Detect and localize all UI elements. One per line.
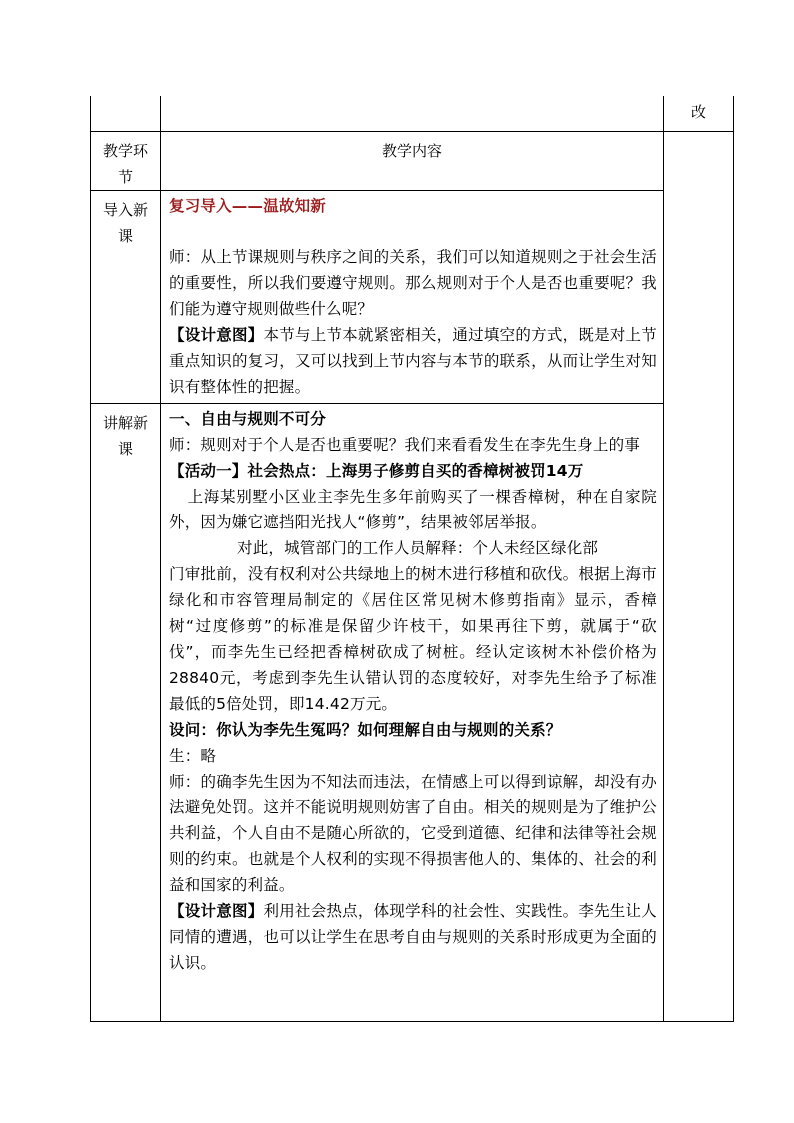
modification-note-cell [664, 96, 734, 131]
activity-title: 【活动一】社会热点：上海男子修剪自买的香樟树被罚14万 [169, 461, 584, 480]
lecture-content-cell [161, 403, 664, 1021]
lesson-plan-table [90, 96, 734, 1022]
design-intent-label: 【设计意图】 [169, 326, 264, 345]
story-paragraph-2: 门审批前，没有权利对公共绿地上的树木进行移植和砍伐。根据上海市绿化和市容管理局制定的《居住区常见树木修剪指南》显示，香樟树“过度修剪”的标准是保留少许枝干，如果再往下剪，就属于“砍伐”，而李先生已经把香樟树砍成了树桩。经认定该树木补偿价格为28840元，考虑到李先生认错认罚的态度较好，对李先生给予了标准最低的5倍处罚，即14.42万元。 [169, 565, 657, 713]
top-middle-cell [161, 96, 664, 131]
intro-paragraph: 师：从上节课规则与秩序之间的关系，我们可以知道规则之于社会生活的重要性，所以我们要遵守规则。那么规则对于个人是否也重要呢？我们能为遵守规则做些什么呢？ [169, 248, 657, 319]
header-content-label: 教学内容 [381, 141, 442, 160]
modification-column [664, 131, 734, 1021]
lecture-section-line2: 课 [117, 439, 133, 458]
lecture-section-line1: 讲解新 [102, 413, 148, 432]
lecture-intro: 师：规则对于个人是否也重要呢？我们来看看发生在李先生身上的事 [169, 435, 641, 454]
header-section-label-line1: 教学环 [102, 141, 148, 160]
table-row-intro [91, 190, 734, 403]
header-content-cell [161, 131, 664, 190]
table-header-row [91, 131, 734, 190]
intro-design-intent [169, 323, 657, 401]
header-section-cell [91, 131, 161, 190]
design-intent-text: 本节与上节本就紧密相关，通过填空的方式，既是对上节重点知识的复习，又可以找到上节内容与本节的联系，从而让学生对知识有整体性的把握。 [169, 326, 657, 396]
intro-section-line2: 课 [117, 226, 133, 245]
story-paragraph-1: 上海某别墅小区业主李先生多年前购买了一棵香樟树，种在自家院外，因为嫌它遮挡阳光找人“修剪”，结果被邻居举报。 [169, 487, 657, 532]
story-paragraph-2-lead: 对此，城管部门的工作人员解释：个人未经区绿化部 [237, 539, 599, 558]
design-intent-text: 利用社会热点，体现学科的社会性、实践性。李先生让人同情的遭遇，也可以让学生在思考自由与规则的关系时形成更为全面的认识。 [169, 902, 657, 972]
blank-line [169, 219, 657, 245]
top-left-cell [91, 96, 161, 131]
table-row-top [91, 96, 734, 131]
intro-section-cell [91, 190, 161, 403]
lecture-design-intent [169, 899, 657, 977]
lecture-section-cell [91, 403, 161, 1021]
design-intent-label: 【设计意图】 [169, 902, 264, 921]
teacher-explanation: 师：的确李先生因为不知法而违法，在情感上可以得到谅解，却没有办法避免处罚。这并不能说明规则妨害了自由。相关的规则是为了维护公共利益，个人自由不是随心所欲的，它受到道德、纪律和法律等社会规则的约束。也就是个人权利的实现不得损害他人的、集体的、社会的利益和国家的利益。 [169, 772, 657, 895]
table-row-lecture [91, 403, 734, 1021]
question: 设问：你认为李先生冤吗？如何理解自由与规则的关系？ [169, 720, 562, 739]
student-answer: 生：略 [169, 746, 217, 765]
intro-title: 复习导入——温故知新 [169, 196, 327, 215]
modification-note: 改 [690, 103, 706, 121]
intro-content-cell [161, 190, 664, 403]
lecture-heading: 一、自由与规则不可分 [169, 409, 327, 428]
intro-section-line1: 导入新 [102, 200, 148, 219]
header-section-label-line2: 节 [117, 167, 133, 186]
